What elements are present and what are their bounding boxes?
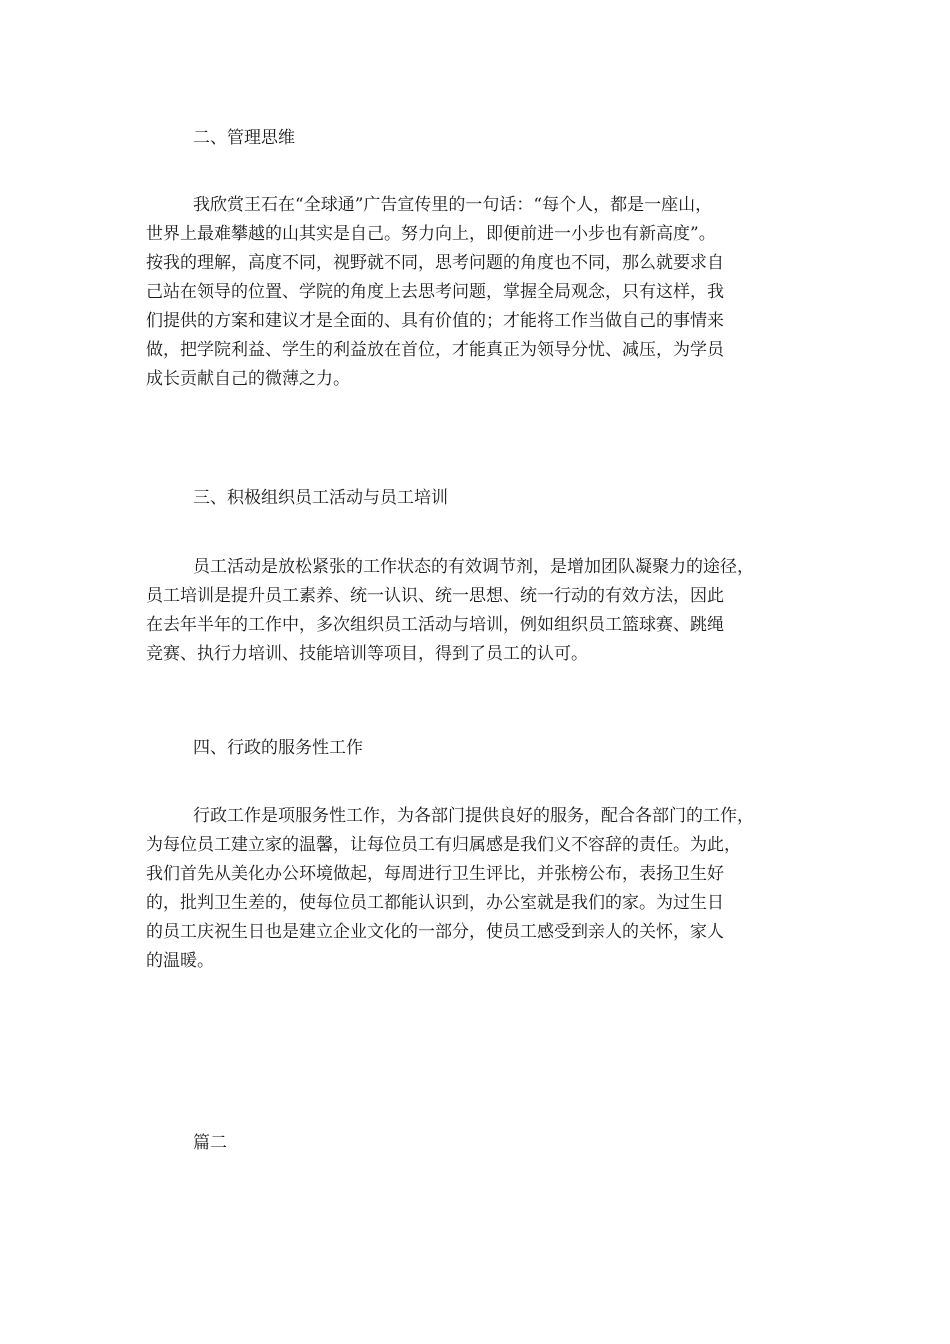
paragraph-admin-service bbox=[146, 802, 836, 976]
paragraph-line: 的温暖。 bbox=[146, 951, 214, 971]
paragraph-line: 在去年半年的工作中，多次组织员工活动与培训，例如组织员工篮球赛、跳绳 bbox=[146, 615, 724, 635]
paragraph-management-thinking bbox=[146, 191, 836, 394]
paragraph-staff-activities bbox=[146, 553, 836, 669]
paragraph-line: 的员工庆祝生日也是建立企业文化的一部分，使员工感受到亲人的关怀，家人 bbox=[146, 922, 724, 942]
paragraph-line: 员工培训是提升员工素养、统一认识、统一思想、统一行动的有效方法，因此 bbox=[146, 586, 724, 606]
paragraph-line: 竞赛、执行力培训、技能培训等项目，得到了员工的认可。 bbox=[146, 644, 588, 664]
paragraph-line: 世界上最难攀越的山其实是自己。努力向上，即便前进一小步也有新高度”。 bbox=[146, 224, 716, 244]
paragraph-line: 员工活动是放松紧张的工作状态的有效调节剂，是增加团队凝聚力的途径， bbox=[193, 557, 754, 577]
paragraph-line: 己站在领导的位置、学院的角度上去思考问题，掌握全局观念，只有这样，我 bbox=[146, 282, 724, 302]
part-two-heading: 篇二 bbox=[193, 1133, 227, 1153]
section-heading-admin-service: 四、行政的服务性工作 bbox=[193, 738, 363, 758]
paragraph-line: 我欣赏王石在“全球通”广告宣传里的一句话：“每个人，都是一座山， bbox=[193, 195, 713, 215]
paragraph-line: 的，批判卫生差的，使每位员工都能认识到，办公室就是我们的家。为过生日 bbox=[146, 893, 724, 913]
paragraph-line: 做，把学院利益、学生的利益放在首位，才能真正为领导分忧、减压，为学员 bbox=[146, 340, 724, 360]
paragraph-line: 行政工作是项服务性工作，为各部门提供良好的服务，配合各部门的工作， bbox=[193, 806, 754, 826]
paragraph-line: 按我的理解，高度不同，视野就不同，思考问题的角度也不同，那么就要求自 bbox=[146, 253, 724, 273]
paragraph-line: 成长贡献自己的微薄之力。 bbox=[146, 369, 350, 389]
section-heading-staff-activities: 三、积极组织员工活动与员工培训 bbox=[193, 488, 448, 508]
paragraph-line: 们提供的方案和建议才是全面的、具有价值的；才能将工作当做自己的事情来 bbox=[146, 311, 724, 331]
paragraph-line: 为每位员工建立家的温馨，让每位员工有归属感是我们义不容辞的责任。为此， bbox=[146, 835, 741, 855]
section-heading-management-thinking: 二、管理思维 bbox=[193, 128, 295, 148]
paragraph-line: 我们首先从美化办公环境做起，每周进行卫生评比，并张榜公布，表扬卫生好 bbox=[146, 864, 724, 884]
